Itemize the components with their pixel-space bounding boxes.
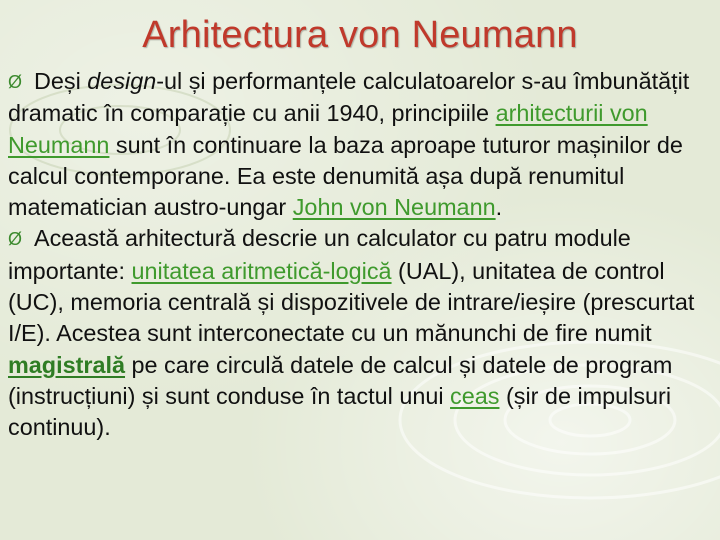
link-ceas[interactable]: ceas: [450, 382, 500, 409]
link-john-von-neumann[interactable]: John von Neumann: [292, 194, 496, 221]
paragraph-2: [8, 223, 716, 443]
link-arhitecturii-von-neumann[interactable]: arhitecturii von Neumann: [8, 100, 648, 158]
text-run: (șir de impulsuri continuu).: [8, 382, 672, 441]
arrow-bullet-icon: Ø: [8, 72, 23, 92]
text-run: -ul și performanțele calculatoarelor s-au îmbunătățit dramatic în comparație cu anii 1940, principiile: [8, 68, 690, 127]
text-run-italic: design: [87, 68, 157, 94]
slide-title: Arhitectura von Neumann: [142, 14, 578, 56]
paragraph-1: [8, 66, 716, 223]
link-magistrala[interactable]: magistrală: [8, 351, 126, 378]
slide-body: [8, 66, 716, 444]
text-run: (UAL), unitatea de control (UC), memoria centrală și dispozitivele de intrare/ieșire (prescurtat I/E). Acestea sunt interconectate cu un mănunchi de fire numit: [8, 257, 695, 347]
text-run: sunt în continuare la baza aproape tuturor mașinilor de calcul contemporane. Ea este denumită așa după renumitul matematician austro-ungar: [8, 131, 683, 221]
text-run: .: [495, 194, 503, 221]
text-run: pe care circulă datele de calcul și datele de program (instrucțiuni) și sunt conduse în tactul unui: [8, 351, 673, 409]
link-unitatea-aritmetica-logica[interactable]: unitatea aritmetică-logică: [131, 257, 392, 284]
text-run: Această arhitectură descrie un calculator cu patru module importante:: [8, 225, 631, 284]
arrow-bullet-icon: Ø: [8, 229, 23, 250]
text-run: Deși: [34, 68, 88, 94]
